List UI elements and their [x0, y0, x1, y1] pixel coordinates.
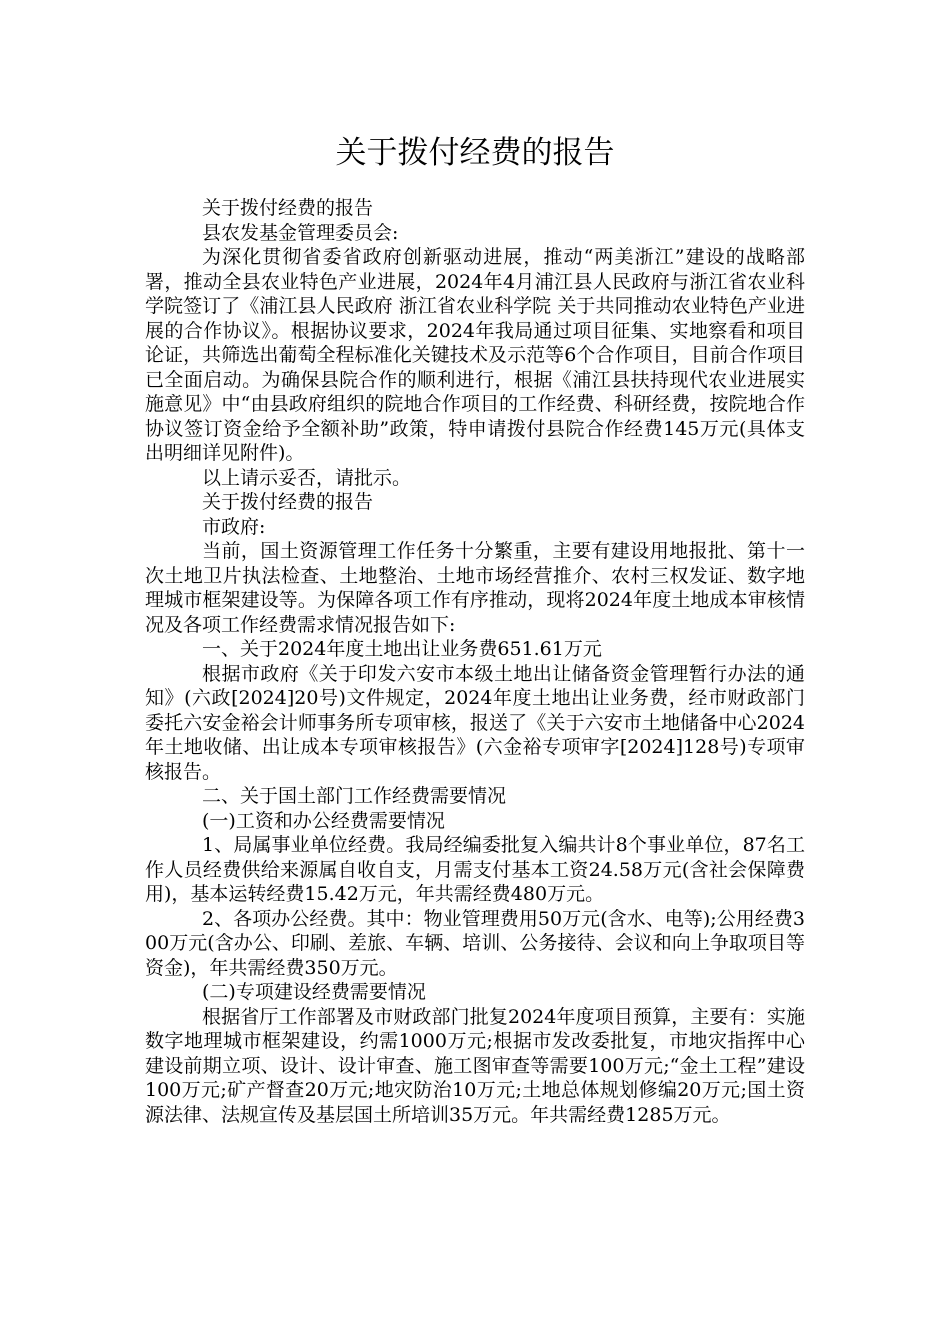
paragraph-salutation-2: 市政府: [202, 515, 266, 538]
paragraph-section-1-body: 根据市政府《关于印发六安市本级土地出让储备资金管理暂行办法的通知》(六政[2024]20号)文件规定，2024年度土地出让业务费，经市财政部门委托六安金裕会计师事务所专项审核，报送了《关于六安市土地储备中心2024年土地收储、出让成本专项审核报告》(六金裕专项审字[2024]128号)专项审核报告。 [145, 662, 805, 783]
paragraph-intro-2: 当前，国土资源管理工作任务十分繁重，主要有建设用地报批、第十一次土地卫片执法检查、土地整治、土地市场经营推介、农村三权发证、数字地理城市框架建设等。为保障各项工作有序推动，现将2024年度土地成本审核情况及各项工作经费需求情况报告如下: [145, 540, 805, 636]
paragraph-subsection-2-body: 根据省厅工作部署及市财政部门批复2024年度项目预算，主要有：实施数字地理城市框架建设，约需1000万元;根据市发改委批复，市地灾指挥中心建设前期立项、设计、设计审查、施工图审查等需要100万元;“金土工程”建设100万元;矿产督查20万元;地灾防治10万元;土地总体规划修编20万元;国土资源法律、法规宣传及基层国土所培训35万元。年共需经费1285万元。 [145, 1005, 805, 1126]
paragraph-closing-1: 以上请示妥否，请批示。 [202, 466, 412, 489]
paragraph-heading-2: 关于拨付经费的报告 [202, 491, 374, 513]
document-body [145, 196, 805, 1127]
paragraph-section-2: 二、关于国土部门工作经费需要情况 [202, 785, 507, 807]
paragraph-subsection-1: (一)工资和办公经费需要情况 [202, 809, 445, 832]
paragraph-heading-1: 关于拨付经费的报告 [202, 197, 374, 219]
document-title: 关于拨付经费的报告 [335, 135, 615, 171]
paragraph-body-1: 为深化贯彻省委省政府创新驱动进展，推动“两美浙江”建设的战略部署，推动全县农业特色产业进展，2024年4月浦江县人民政府与浙江省农业科学院签订了《浦江县人民政府 浙江省农业科学院 关于共同推动农业特色产业进展的合作协议》。根据协议要求，2024年我局通过项目征集、实地察看和项目论证，共筛选出葡萄全程标准化关键技术及示范等6个合作项目，目前合作项目已全面启动。为确保县院合作的顺利进行，根据《浦江县扶持现代农业进展实施意见》中“由县政府组织的院地合作项目的工作经费、科研经费，按院地合作协议签订资金给予全额补助”政策，特申请拨付县院合作经费145万元(具体支出明细详见附件)。 [145, 246, 805, 464]
paragraph-salutation-1: 县农发基金管理委员会: [202, 221, 399, 244]
document-page [145, 0, 805, 1127]
paragraph-section-1: 一、关于2024年度土地出让业务费651.61万元 [202, 638, 602, 660]
paragraph-subsection-2: (二)专项建设经费需要情况 [202, 981, 426, 1003]
paragraph-item-1: 1、局属事业单位经费。我局经编委批复入编共计8个事业单位，87名工作人员经费供给来源属自收自支，月需支付基本工资24.58万元(含社会保障费用)，基本运转经费15.42万元，年共需经费480万元。 [145, 834, 805, 905]
paragraph-item-2: 2、各项办公经费。其中：物业管理费用50万元(含水、电等);公用经费300万元(含办公、印刷、差旅、车辆、培训、公务接待、会议和向上争取项目等资金)，年共需经费350万元。 [145, 907, 805, 979]
